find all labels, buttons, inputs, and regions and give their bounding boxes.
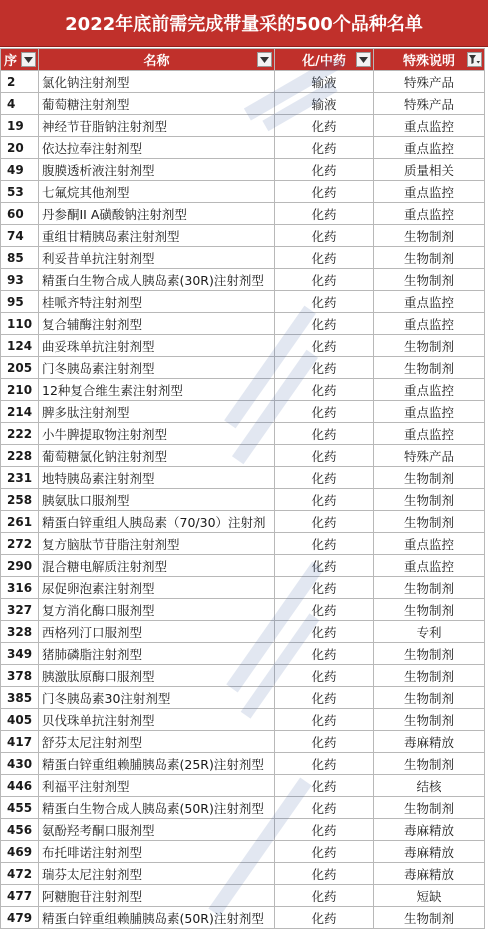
header-row [1,49,485,71]
cell-note[interactable]: 重点监控 [374,291,485,313]
cell-kind[interactable]: 化药 [275,709,374,731]
cell-kind[interactable]: 化药 [275,423,374,445]
cell-name[interactable]: 复合辅酶注射剂型 [39,313,275,335]
cell-name[interactable]: 小牛脾提取物注射剂型 [39,423,275,445]
column-header-label: 特殊说明 [402,54,455,69]
cell-note[interactable]: 毒麻精放 [374,819,485,841]
cell-name[interactable]: 氨酚羟考酮口服剂型 [39,819,275,841]
cell-seq[interactable]: 19 [1,115,39,137]
table-row[interactable] [1,357,485,379]
cell-note[interactable]: 专利 [374,621,485,643]
cell-name[interactable]: 神经节苷脂钠注射剂型 [39,115,275,137]
table-body [1,71,485,929]
table-row[interactable] [1,423,485,445]
table-row[interactable] [1,907,485,929]
column-header-name [39,49,275,71]
cell-note[interactable]: 重点监控 [374,313,485,335]
cell-kind[interactable]: 化药 [275,511,374,533]
cell-name[interactable]: 重组甘精胰岛素注射剂型 [39,225,275,247]
table-row[interactable] [1,665,485,687]
column-header-note [374,49,485,71]
cell-seq[interactable]: 53 [1,181,39,203]
cell-kind[interactable]: 化药 [275,379,374,401]
cell-kind[interactable]: 输液 [275,71,374,93]
cell-name[interactable]: 混合糖电解质注射剂型 [39,555,275,577]
cell-kind[interactable]: 化药 [275,401,374,423]
cell-name[interactable]: 葡萄糖注射剂型 [39,93,275,115]
cell-note[interactable]: 生物制剂 [374,489,485,511]
drug-list-table [0,48,485,929]
cell-name[interactable]: 曲妥珠单抗注射剂型 [39,335,275,357]
column-header-seq [1,49,39,71]
table-row[interactable] [1,467,485,489]
table-row[interactable] [1,71,485,93]
cell-kind[interactable]: 化药 [275,247,374,269]
cell-seq[interactable]: 49 [1,159,39,181]
cell-kind[interactable]: 化药 [275,203,374,225]
cell-note[interactable]: 重点监控 [374,555,485,577]
cell-kind[interactable]: 化药 [275,313,374,335]
cell-note[interactable]: 生物制剂 [374,907,485,929]
cell-note[interactable]: 生物制剂 [374,665,485,687]
cell-kind[interactable]: 化药 [275,775,374,797]
cell-kind[interactable]: 化药 [275,731,374,753]
table-row[interactable] [1,137,485,159]
table-row[interactable] [1,819,485,841]
cell-note[interactable]: 重点监控 [374,379,485,401]
cell-kind[interactable]: 化药 [275,269,374,291]
cell-seq[interactable]: 231 [1,467,39,489]
cell-seq[interactable]: 479 [1,907,39,929]
cell-kind[interactable]: 化药 [275,181,374,203]
cell-kind[interactable]: 化药 [275,115,374,137]
cell-seq[interactable]: 261 [1,511,39,533]
table-row[interactable] [1,709,485,731]
cell-kind[interactable]: 化药 [275,335,374,357]
cell-note[interactable]: 生物制剂 [374,709,485,731]
cell-note[interactable]: 生物制剂 [374,797,485,819]
table-row[interactable] [1,269,485,291]
cell-name[interactable]: 精蛋白锌重组人胰岛素（70/30）注射剂 [39,511,275,533]
cell-name[interactable]: 氯化钠注射剂型 [39,71,275,93]
cell-seq[interactable]: 446 [1,775,39,797]
table-row[interactable] [1,731,485,753]
cell-seq[interactable]: 210 [1,379,39,401]
table-row[interactable] [1,115,485,137]
cell-note[interactable]: 重点监控 [374,401,485,423]
cell-name[interactable]: 猪肺磷脂注射剂型 [39,643,275,665]
cell-note[interactable]: 毒麻精放 [374,863,485,885]
table-row[interactable] [1,93,485,115]
cell-note[interactable]: 生物制剂 [374,357,485,379]
cell-note[interactable]: 重点监控 [374,533,485,555]
table-row[interactable] [1,313,485,335]
cell-note[interactable]: 重点监控 [374,115,485,137]
cell-kind[interactable]: 化药 [275,533,374,555]
table-row[interactable] [1,181,485,203]
table-row[interactable] [1,599,485,621]
cell-note[interactable]: 生物制剂 [374,511,485,533]
cell-note[interactable]: 特殊产品 [374,445,485,467]
cell-name[interactable]: 丹参酮II A磺酸钠注射剂型 [39,203,275,225]
cell-note[interactable]: 生物制剂 [374,577,485,599]
table-row[interactable] [1,775,485,797]
cell-seq[interactable]: 316 [1,577,39,599]
cell-seq[interactable]: 258 [1,489,39,511]
cell-name[interactable]: 利妥昔单抗注射剂型 [39,247,275,269]
table-row[interactable] [1,159,485,181]
table-row[interactable] [1,863,485,885]
cell-name[interactable]: 门冬胰岛素30注射剂型 [39,687,275,709]
cell-kind[interactable]: 化药 [275,687,374,709]
cell-name[interactable]: 复方消化酶口服剂型 [39,599,275,621]
cell-note[interactable]: 生物制剂 [374,335,485,357]
cell-note[interactable]: 毒麻精放 [374,841,485,863]
cell-seq[interactable]: 385 [1,687,39,709]
table-row[interactable] [1,555,485,577]
table-row[interactable] [1,687,485,709]
cell-name[interactable]: 葡萄糖氯化钠注射剂型 [39,445,275,467]
cell-name[interactable]: 利福平注射剂型 [39,775,275,797]
cell-name[interactable]: 西格列汀口服剂型 [39,621,275,643]
cell-note[interactable]: 特殊产品 [374,93,485,115]
table-row[interactable] [1,577,485,599]
cell-name[interactable]: 布托啡诺注射剂型 [39,841,275,863]
cell-name[interactable]: 胰激肽原酶口服剂型 [39,665,275,687]
cell-seq[interactable]: 417 [1,731,39,753]
cell-kind[interactable]: 化药 [275,489,374,511]
cell-seq[interactable]: 327 [1,599,39,621]
cell-kind[interactable]: 化药 [275,599,374,621]
cell-name[interactable]: 腹膜透析液注射剂型 [39,159,275,181]
cell-note[interactable]: 生物制剂 [374,269,485,291]
table-row[interactable] [1,885,485,907]
cell-note[interactable]: 生物制剂 [374,599,485,621]
table-row[interactable] [1,203,485,225]
table-row[interactable] [1,797,485,819]
column-header-label: 名称 [143,54,170,69]
cell-seq[interactable]: 455 [1,797,39,819]
cell-seq[interactable]: 205 [1,357,39,379]
cell-seq[interactable]: 469 [1,841,39,863]
cell-seq[interactable]: 60 [1,203,39,225]
cell-kind[interactable]: 化药 [275,819,374,841]
cell-name[interactable]: 门冬胰岛素注射剂型 [39,357,275,379]
cell-kind[interactable]: 化药 [275,577,374,599]
filter-active-icon[interactable] [467,52,482,67]
cell-kind[interactable]: 化药 [275,159,374,181]
cell-kind[interactable]: 化药 [275,797,374,819]
cell-note[interactable]: 毒麻精放 [374,731,485,753]
cell-kind[interactable]: 化药 [275,137,374,159]
cell-seq[interactable]: 328 [1,621,39,643]
cell-name[interactable]: 地特胰岛素注射剂型 [39,467,275,489]
cell-name[interactable]: 舒芬太尼注射剂型 [39,731,275,753]
table-row[interactable] [1,621,485,643]
table-row[interactable] [1,643,485,665]
cell-kind[interactable]: 化药 [275,357,374,379]
sheet-title: 2022年底前需完成带量采的500个品种名单 [0,0,488,47]
cell-seq[interactable]: 472 [1,863,39,885]
table-row[interactable] [1,247,485,269]
cell-seq[interactable]: 290 [1,555,39,577]
table-row[interactable] [1,533,485,555]
cell-note[interactable]: 生物制剂 [374,643,485,665]
cell-note[interactable]: 重点监控 [374,181,485,203]
cell-note[interactable]: 结核 [374,775,485,797]
cell-seq[interactable]: 228 [1,445,39,467]
cell-name[interactable]: 瑞芬太尼注射剂型 [39,863,275,885]
table-row[interactable] [1,401,485,423]
cell-kind[interactable]: 化药 [275,643,374,665]
cell-seq[interactable]: 430 [1,753,39,775]
cell-note[interactable]: 短缺 [374,885,485,907]
cell-note[interactable]: 生物制剂 [374,225,485,247]
cell-kind[interactable]: 化药 [275,665,374,687]
cell-name[interactable]: 桂哌齐特注射剂型 [39,291,275,313]
cell-name[interactable]: 阿糖胞苷注射剂型 [39,885,275,907]
spreadsheet-grid [0,48,485,929]
cell-seq[interactable]: 124 [1,335,39,357]
cell-name[interactable]: 七氟烷其他剂型 [39,181,275,203]
cell-kind[interactable]: 化药 [275,445,374,467]
column-header-kind [275,49,374,71]
cell-seq[interactable]: 85 [1,247,39,269]
filter-dropdown-icon[interactable] [21,52,36,67]
cell-kind[interactable]: 化药 [275,291,374,313]
table-row[interactable] [1,489,485,511]
cell-name[interactable]: 依达拉奉注射剂型 [39,137,275,159]
cell-note[interactable]: 重点监控 [374,137,485,159]
cell-kind[interactable]: 化药 [275,907,374,929]
cell-note[interactable]: 重点监控 [374,203,485,225]
cell-kind[interactable]: 化药 [275,467,374,489]
cell-note[interactable]: 重点监控 [374,423,485,445]
cell-seq[interactable]: 2 [1,71,39,93]
cell-name[interactable]: 胰氨肽口服剂型 [39,489,275,511]
table-row[interactable] [1,335,485,357]
cell-seq[interactable]: 74 [1,225,39,247]
column-header-label: 序 [4,54,18,69]
cell-name[interactable]: 精蛋白锌重组赖脯胰岛素(25R)注射剂型 [39,753,275,775]
table-row[interactable] [1,753,485,775]
cell-name[interactable]: 精蛋白生物合成人胰岛素(50R)注射剂型 [39,797,275,819]
cell-name[interactable]: 精蛋白锌重组赖脯胰岛素(50R)注射剂型 [39,907,275,929]
cell-name[interactable]: 贝伐珠单抗注射剂型 [39,709,275,731]
table-row[interactable] [1,445,485,467]
table-row[interactable] [1,841,485,863]
cell-kind[interactable]: 化药 [275,621,374,643]
cell-note[interactable]: 生物制剂 [374,247,485,269]
cell-name[interactable]: 精蛋白生物合成人胰岛素(30R)注射剂型 [39,269,275,291]
cell-seq[interactable]: 95 [1,291,39,313]
filter-dropdown-icon[interactable] [257,52,272,67]
cell-note[interactable]: 生物制剂 [374,467,485,489]
cell-name[interactable]: 尿促卵泡素注射剂型 [39,577,275,599]
cell-kind[interactable]: 化药 [275,753,374,775]
cell-note[interactable]: 特殊产品 [374,71,485,93]
cell-name[interactable]: 复方脑肽节苷脂注射剂型 [39,533,275,555]
filter-dropdown-icon[interactable] [356,52,371,67]
cell-seq[interactable]: 110 [1,313,39,335]
cell-note[interactable]: 质量相关 [374,159,485,181]
cell-seq[interactable]: 349 [1,643,39,665]
column-header-label: 化/中药 [302,54,346,69]
cell-kind[interactable]: 化药 [275,841,374,863]
cell-name[interactable]: 12种复合维生素注射剂型 [39,379,275,401]
cell-name[interactable]: 脾多肽注射剂型 [39,401,275,423]
table-row[interactable] [1,225,485,247]
cell-seq[interactable]: 477 [1,885,39,907]
cell-seq[interactable]: 214 [1,401,39,423]
cell-seq[interactable]: 456 [1,819,39,841]
cell-seq[interactable]: 222 [1,423,39,445]
cell-seq[interactable]: 93 [1,269,39,291]
cell-note[interactable]: 生物制剂 [374,687,485,709]
cell-kind[interactable]: 化药 [275,225,374,247]
cell-kind[interactable]: 输液 [275,93,374,115]
cell-seq[interactable]: 20 [1,137,39,159]
cell-seq[interactable]: 378 [1,665,39,687]
table-row[interactable] [1,291,485,313]
cell-kind[interactable]: 化药 [275,555,374,577]
cell-kind[interactable]: 化药 [275,885,374,907]
cell-note[interactable]: 生物制剂 [374,753,485,775]
cell-seq[interactable]: 4 [1,93,39,115]
cell-kind[interactable]: 化药 [275,863,374,885]
cell-seq[interactable]: 405 [1,709,39,731]
cell-seq[interactable]: 272 [1,533,39,555]
table-row[interactable] [1,511,485,533]
table-row[interactable] [1,379,485,401]
